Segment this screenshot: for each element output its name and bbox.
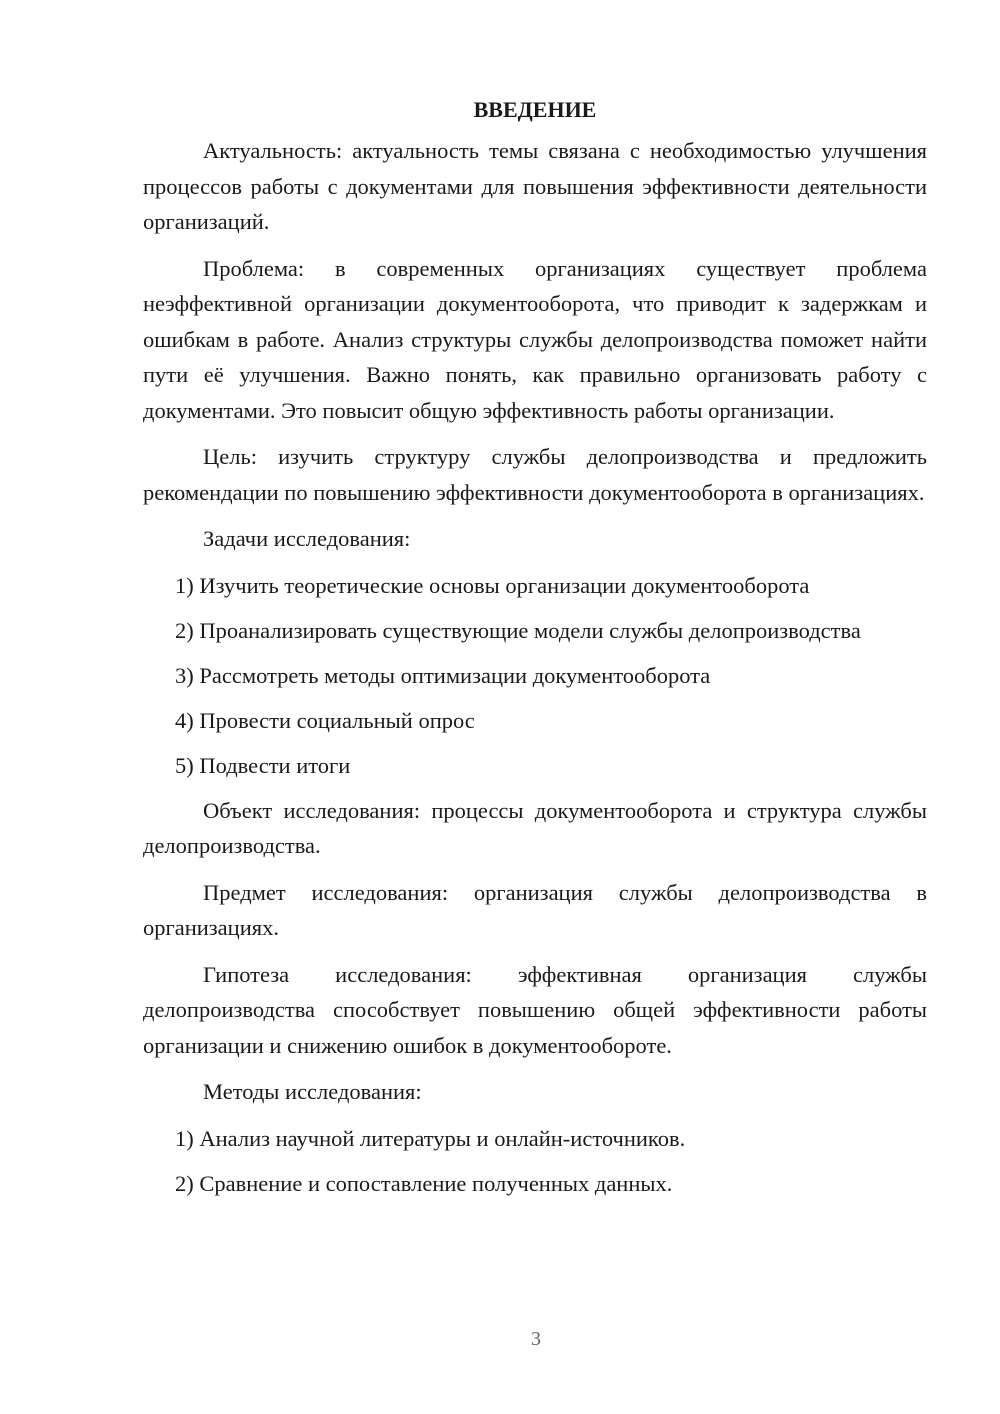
task-item-4: 4) Провести социальный опрос [175,707,475,733]
hypothesis-paragraph: Гипотеза исследования: эффективная организация службы делопроизводства способствует повышению общей эффективности работы организации и снижению ошибок в документообороте. [143,961,927,1058]
task-item-5: 5) Подвести итоги [175,752,351,778]
method-item-1: 1) Анализ научной литературы и онлайн-источников. [175,1125,686,1151]
page-number: 3 [531,1328,541,1350]
task-item-1: 1) Изучить теоретические основы организации документооборота [175,572,810,598]
methods-heading: Методы исследования: [203,1079,422,1104]
problem-paragraph: Проблема: в современных организациях существует проблема неэффективной организации документооборота, что приводит к задержкам и ошибкам в работе. Анализ структуры службы делопроизводства поможет найти пути её улучшения. Важно понять, как правильно организовать работу с документами. Это повысит общую эффективность работы организации. [143,255,927,423]
object-paragraph: Объект исследования: процессы документооборота и структура службы делопроизводства. [143,797,927,858]
relevance-paragraph: Актуальность: актуальность темы связана с необходимостью улучшения процессов работы с документами для повышения эффективности деятельности организаций. [143,138,927,234]
tasks-heading: Задачи исследования: [203,526,411,551]
page-title: ВВЕДЕНИЕ [473,97,597,122]
task-item-2: 2) Проанализировать существующие модели службы делопроизводства [175,617,861,643]
subject-paragraph: Предмет исследования: организация службы делопроизводства в организациях. [143,879,927,940]
goal-paragraph: Цель: изучить структуру службы делопроизводства и предложить рекомендации по повышению эффективности документооборота в организациях. [143,444,927,505]
task-item-3: 3) Рассмотреть методы оптимизации документооборота [175,662,711,688]
page-content [143,92,927,1211]
method-item-2: 2) Сравнение и сопоставление полученных данных. [175,1170,673,1196]
